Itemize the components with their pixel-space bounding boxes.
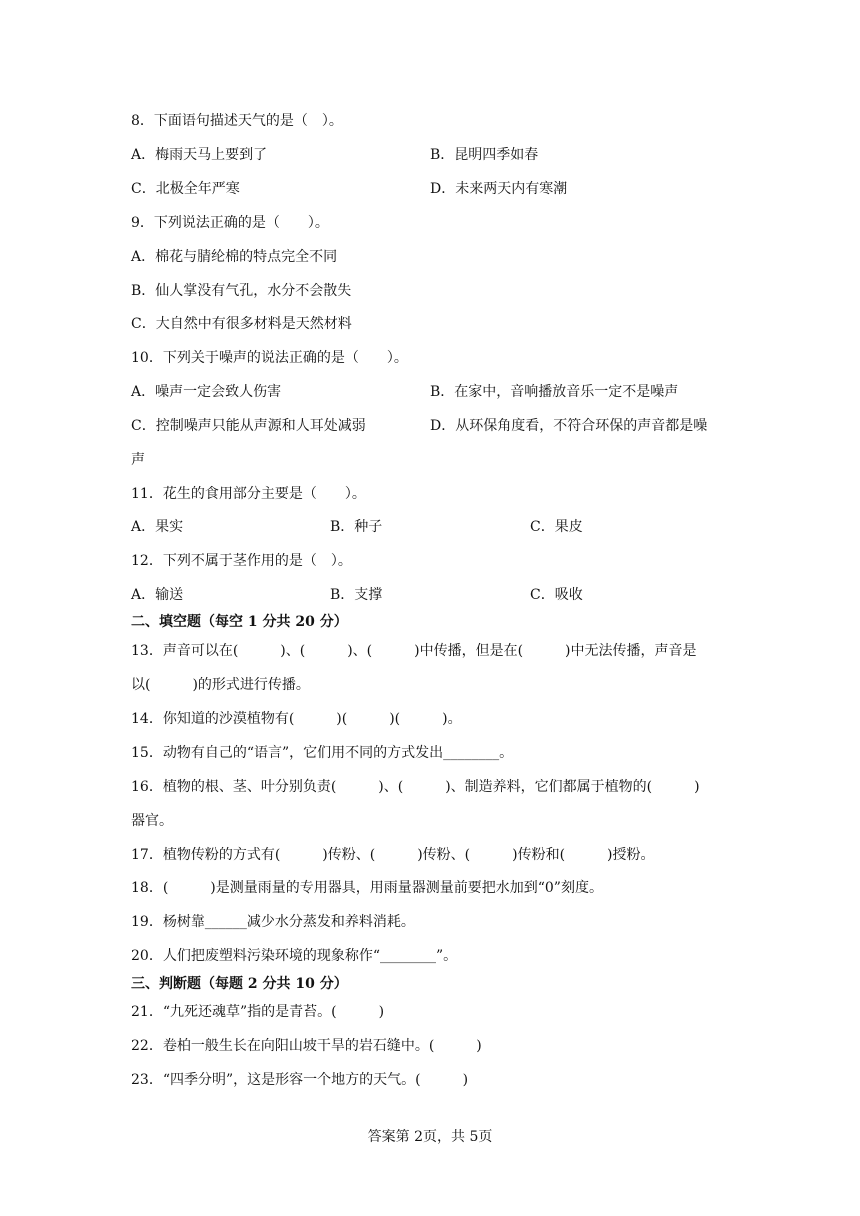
question-9-option-c: C．大自然中有很多材料是天然材料 bbox=[131, 316, 352, 332]
question-8-option-d: D．未来两天内有寒潮 bbox=[430, 181, 568, 197]
question-12-option-c: C．吸收 bbox=[530, 587, 583, 603]
question-11-option-b: B．种子 bbox=[330, 519, 383, 535]
question-11-option-a: A．果实 bbox=[131, 519, 184, 535]
question-8-option-c: C．北极全年严寒 bbox=[131, 181, 240, 197]
question-17: 17．植物传粉的方式有( )传粉、( )传粉、( )传粉和( )授粉。 bbox=[131, 847, 655, 863]
page-number-footer: 答案第 2页，共 5页 bbox=[367, 1129, 493, 1145]
question-10-option-a: A．噪声一定会致人伤害 bbox=[131, 384, 282, 400]
question-11-option-c: C．果皮 bbox=[530, 519, 583, 535]
question-11-stem: 11．花生的食用部分主要是（ ）。 bbox=[131, 486, 366, 502]
question-9-option-b: B．仙人掌没有气孔，水分不会散失 bbox=[131, 283, 352, 299]
question-12-stem: 12．下列不属于茎作用的是（ ）。 bbox=[131, 553, 352, 569]
question-13-line-1: 13．声音可以在( )、( )、( )中传播，但是在( )中无法传播，声音是 bbox=[131, 643, 697, 659]
section-3-heading: 三、判断题（每题 2 分共 10 分） bbox=[131, 976, 348, 992]
section-2-heading: 二、填空题（每空 1 分共 20 分） bbox=[131, 614, 348, 630]
question-19: 19．杨树靠______减少水分蒸发和养料消耗。 bbox=[131, 914, 415, 930]
question-23: 23．“四季分明”，这是形容一个地方的天气。( ) bbox=[131, 1072, 469, 1088]
question-10-stem: 10．下列关于噪声的说法正确的是（ ）。 bbox=[131, 350, 408, 366]
question-16-line-1: 16．植物的根、茎、叶分别负责( )、( )、制造养料，它们都属于植物的( ) bbox=[131, 779, 700, 795]
question-15: 15．动物有自己的“语言”，它们用不同的方式发出________。 bbox=[131, 745, 514, 761]
question-12-option-a: A．输送 bbox=[131, 587, 184, 603]
question-12-option-b: B．支撑 bbox=[330, 587, 383, 603]
question-10-option-c: C．控制噪声只能从声源和人耳处减弱 bbox=[131, 418, 366, 434]
question-10-option-d-continued: 声 bbox=[131, 452, 145, 468]
question-21: 21．“九死还魂草”指的是青苔。( ) bbox=[131, 1004, 385, 1020]
question-13-line-2: 以( )的形式进行传播。 bbox=[131, 677, 310, 693]
question-8-option-b: B．昆明四季如春 bbox=[430, 147, 539, 163]
question-10-option-b: B．在家中，音响播放音乐一定不是噪声 bbox=[430, 384, 679, 400]
question-20: 20．人们把废塑料污染环境的现象称作“________”。 bbox=[131, 948, 458, 964]
question-9-option-a: A．棉花与腈纶棉的特点完全不同 bbox=[131, 249, 338, 265]
question-9-stem: 9．下列说法正确的是（ ）。 bbox=[131, 215, 329, 231]
question-10-option-d: D．从环保角度看，不符合环保的声音都是噪 bbox=[430, 418, 708, 434]
question-8-stem: 8．下面语句描述天气的是（ ）。 bbox=[131, 113, 343, 129]
question-14: 14．你知道的沙漠植物有( )( )( )。 bbox=[131, 711, 462, 727]
question-8-option-a: A．梅雨天马上要到了 bbox=[131, 147, 268, 163]
question-18: 18．( )是测量雨量的专用器具，用雨量器测量前要把水加到“0”刻度。 bbox=[131, 880, 603, 896]
question-16-line-2: 器官。 bbox=[131, 813, 173, 829]
question-22: 22．卷柏一般生长在向阳山坡干旱的岩石缝中。( ) bbox=[131, 1038, 482, 1054]
